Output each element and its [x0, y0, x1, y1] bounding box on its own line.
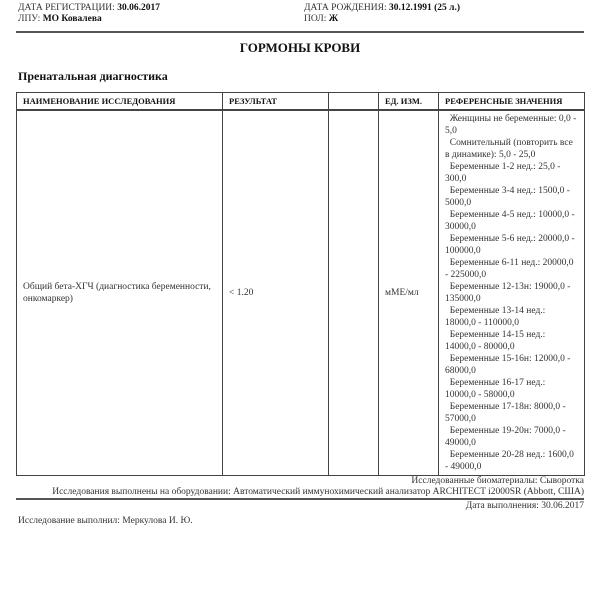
reference-label: Беременные 20-28 нед.:: [449, 450, 546, 460]
completion-date: Дата выполнения: 30.06.2017: [465, 501, 584, 511]
reference-range: 0,0 - 5,0: [445, 114, 577, 136]
registration-date: [18, 3, 160, 14]
page-title: ГОРМОНЫ КРОВИ: [239, 40, 361, 55]
reference-range: 19000,0 - 135000,0: [445, 282, 571, 304]
test-result: < 1.20: [223, 110, 329, 476]
reference-range: 1600,0 - 49000,0: [445, 450, 574, 472]
reference-range: 10000,0 - 30000,0: [445, 210, 575, 232]
reference-item: [445, 257, 578, 281]
column-header-name: НАИМЕНОВАНИЕ ИССЛЕДОВАНИЯ: [17, 93, 223, 111]
biomaterial-info: Исследованные биоматериалы: Сыворотка: [411, 476, 584, 486]
reference-label: Беременные 3-4 нед.:: [449, 186, 536, 196]
column-header-reference: РЕФЕРЕНСНЫЕ ЗНАЧЕНИЯ: [439, 93, 585, 111]
reference-label: Беременные 14-15 нед.:: [449, 330, 546, 340]
reference-range: 12000,0 - 68000,0: [445, 354, 571, 376]
reference-item: [445, 161, 578, 185]
lpu-label: ЛПУ:: [18, 14, 41, 24]
results-table: [16, 92, 585, 476]
reference-item: [445, 185, 578, 209]
header-divider: [16, 31, 584, 33]
reference-range: 7000,0 - 49000,0: [445, 426, 566, 448]
reference-item: [445, 449, 578, 473]
reference-range: 14000,0 - 80000,0: [445, 342, 515, 352]
reference-label: Сомнительный (повторить все в динамике):: [445, 138, 573, 160]
column-header-unit: ЕД. ИЗМ.: [379, 93, 439, 111]
column-header-flag: [329, 93, 379, 111]
reference-label: Беременные 4-5 нед.:: [449, 210, 536, 220]
sex-label: ПОЛ:: [304, 14, 327, 24]
test-flag: [329, 110, 379, 476]
reference-label: Беременные 12-13н:: [449, 282, 532, 292]
reference-item: [445, 137, 578, 161]
performed-by: Исследование выполнил: Меркулова И. Ю.: [18, 516, 193, 526]
reference-item: [445, 209, 578, 233]
registration-date-value: 30.06.2017: [117, 3, 160, 13]
reference-values: [439, 110, 585, 476]
reference-item: [445, 353, 578, 377]
reference-label: Беременные 1-2 нед.:: [449, 162, 536, 172]
reference-label: Беременные 13-14 нед.:: [449, 306, 546, 316]
reference-range: 8000,0 - 57000,0: [445, 402, 566, 424]
birth-date: [304, 3, 460, 14]
column-header-result: РЕЗУЛЬТАТ: [223, 93, 329, 111]
reference-item: [445, 281, 578, 305]
reference-label: Женщины не беременные:: [449, 114, 557, 124]
reference-label: Беременные 5-6 нед.:: [449, 234, 536, 244]
reference-label: Беременные 17-18н:: [449, 402, 532, 412]
lpu: [18, 14, 102, 25]
birth-date-label: ДАТА РОЖДЕНИЯ:: [304, 3, 387, 13]
reference-label: Беременные 19-20н:: [449, 426, 532, 436]
reference-item: [445, 425, 578, 449]
reference-range: 20000,0 - 225000,0: [445, 258, 574, 280]
reference-range: 20000,0 - 100000,0: [445, 234, 575, 256]
reference-range: 1500,0 - 5000,0: [445, 186, 570, 208]
reference-item: [445, 305, 578, 329]
reference-range: 10000,0 - 58000,0: [445, 390, 515, 400]
reference-range: 5,0 - 25,0: [498, 150, 536, 160]
reference-item: [445, 113, 578, 137]
reference-label: Беременные 16-17 нед.:: [449, 378, 546, 388]
sex-value: Ж: [328, 14, 339, 24]
reference-range: 25,0 - 300,0: [445, 162, 561, 184]
sex: [304, 14, 338, 25]
reference-item: [445, 233, 578, 257]
test-name: Общий бета-ХГЧ (диагностика беременности, онкомаркер): [17, 110, 223, 476]
reference-item: [445, 401, 578, 425]
reference-item: [445, 329, 578, 353]
equipment-info: Исследования выполнены на оборудовании: Автоматический иммунохимический анализатор ARCHITECT i2000SR (Abbott, США): [52, 487, 584, 497]
footer-divider: [16, 498, 584, 500]
reference-label: Беременные 15-16н:: [449, 354, 532, 364]
section-title: Пренатальная диагностика: [18, 69, 168, 83]
lpu-value: МО Ковалева: [42, 14, 102, 24]
reference-label: Беременные 6-11 нед.:: [449, 258, 541, 268]
registration-date-label: ДАТА РЕГИСТРАЦИИ:: [18, 3, 115, 13]
reference-range: 18000,0 - 110000,0: [445, 318, 520, 328]
birth-date-value: 30.12.1991 (25 л.): [388, 3, 461, 13]
reference-item: [445, 377, 578, 401]
table-row: [17, 110, 585, 476]
test-unit: мМЕ/мл: [379, 110, 439, 476]
table-header-row: [17, 93, 585, 111]
